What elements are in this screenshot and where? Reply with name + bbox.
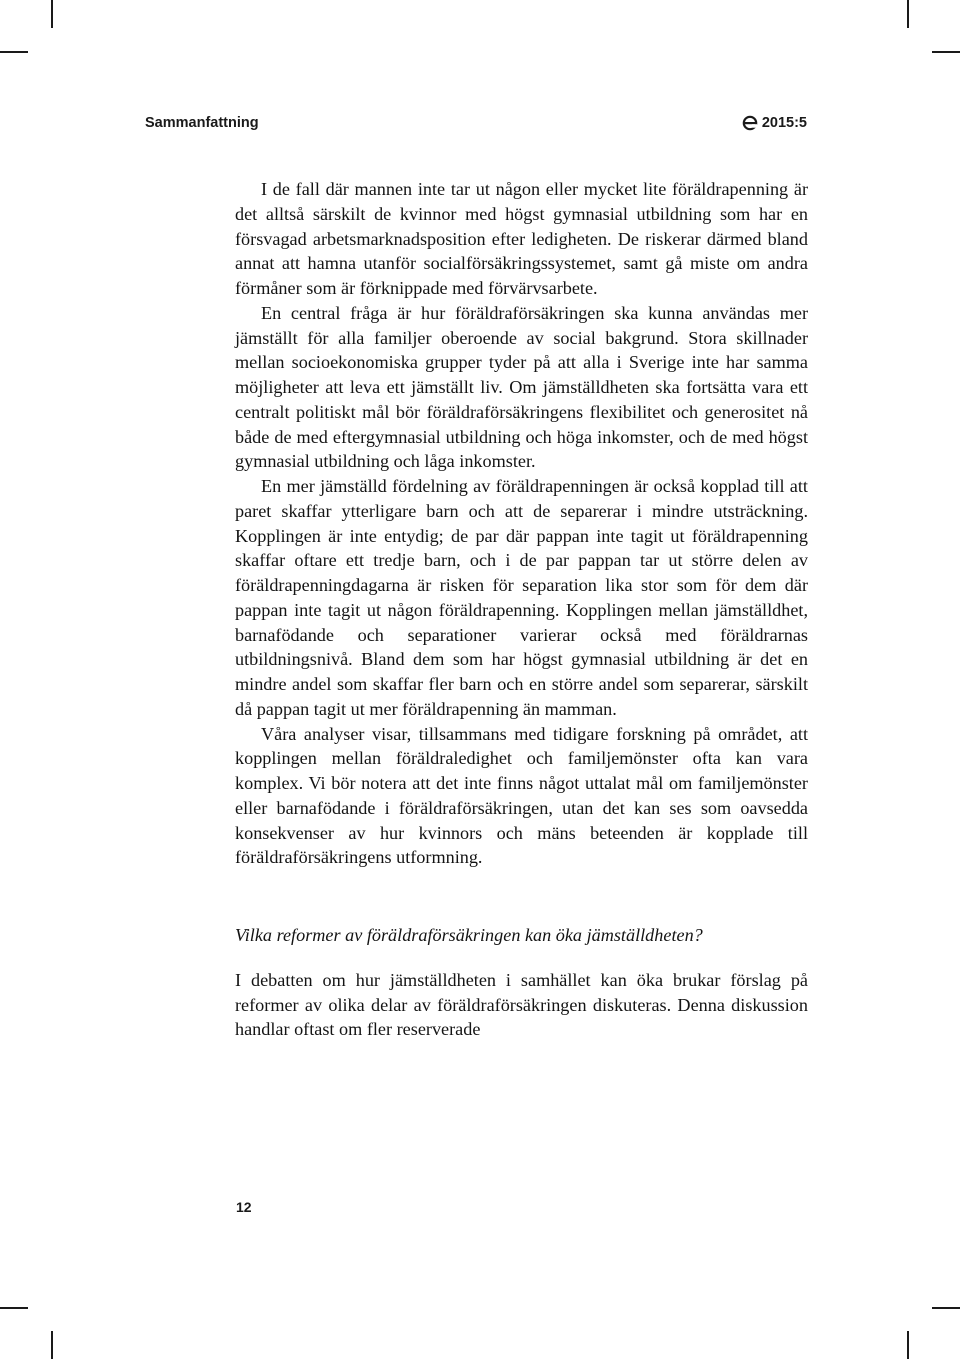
running-header: [145, 115, 807, 135]
main-text: [235, 177, 808, 1042]
section-title: Sammanfattning: [145, 115, 259, 131]
paragraph: Våra analyser visar, tillsammans med tidigare forskning på området, att kopplingen mellan föräldraledighet och familjemönster ofta kan vara komplex. Vi bör notera att det inte finns något uttalat mål om familjemönster eller barnafödande i föräldraförsäkringen, utan det kan ses som oavsedda konsekvenser av hur kvinnors och mäns beteenden är kopplade till föräldraförsäkringens utformning.: [235, 723, 808, 868]
subheading: Vilka reformer av föräldraförsäkringen kan öka jämställdheten?: [235, 925, 703, 945]
paragraph: En mer jämställd fördelning av föräldrapenningen är också kopplad till att paret skaffar ytterligare barn och att de separerar i mindre utsträckning. Kopplingen är inte entydig; de par där pappan inte tagit ut föräldrapenning skaffar oftare ett tredje barn, och i de par pappan tar ut större delen av föräldrapenningdagarna är risken för separation lika stor som för dem där pappan inte tagit ut någon föräldrapenning. Kopplingen mellan jämställdhet, barnafödande och separationer varierar också med föräldrarnas utbildningsnivå. Bland dem som har högst gymnasial utbildning är det en mindre andel som skaffar fler barn och en större andel som separerar, särskilt då pappan tagit ut mer föräldrapenning än mamman.: [235, 476, 808, 719]
paragraph: En central fråga är hur föräldraförsäkringen ska kunna användas mer jämställt för alla familjer oberoende av social bakgrund. Stora skillnader mellan socioekonomiska grupper tyder på att alla i Sverige inte har samma möjligheter att leva ett jämställt liv. Om jämställdheten ska fortsätta vara ett centralt politiskt mål bör föräldraförsäkringens flexibilitet och generositet nå både de med eftergymnasial utbildning och höga inkomster, och de med högst gymnasial utbildning och låga inkomster.: [235, 302, 808, 472]
series-label: [742, 115, 807, 131]
paragraph: I de fall där mannen inte tar ut någon eller mycket lite föräldrapenning är det alltså särskilt de kvinnor med högst gymnasial utbildning som har en försvagad arbetsmarknadsposition efter ledigheten. De riskerar därmed bland annat att hamna utanför socialförsäkringssystemet, samt gå miste om andra förmåner som är förknippade med förvärvsarbete.: [235, 179, 808, 298]
crop-mark-left-bottom: [0, 1307, 28, 1309]
e-logo-icon: [742, 115, 758, 131]
series-number: 2015:5: [761, 115, 807, 131]
crop-mark-right-top: [932, 51, 960, 53]
crop-mark-bottom-right: [907, 1331, 909, 1359]
crop-mark-right-bottom: [932, 1307, 960, 1309]
crop-mark-top-right: [907, 0, 909, 28]
paragraph: I debatten om hur jämställdheten i samhället kan öka brukar förslag på reformer av olika delar av föräldraförsäkringen diskuteras. Denna diskussion handlar oftast om fler reserverade: [235, 969, 808, 1040]
page-number: 12: [236, 1199, 252, 1215]
crop-mark-bottom-left: [51, 1331, 53, 1359]
crop-mark-top-left: [51, 0, 53, 28]
crop-mark-left-top: [0, 51, 28, 53]
